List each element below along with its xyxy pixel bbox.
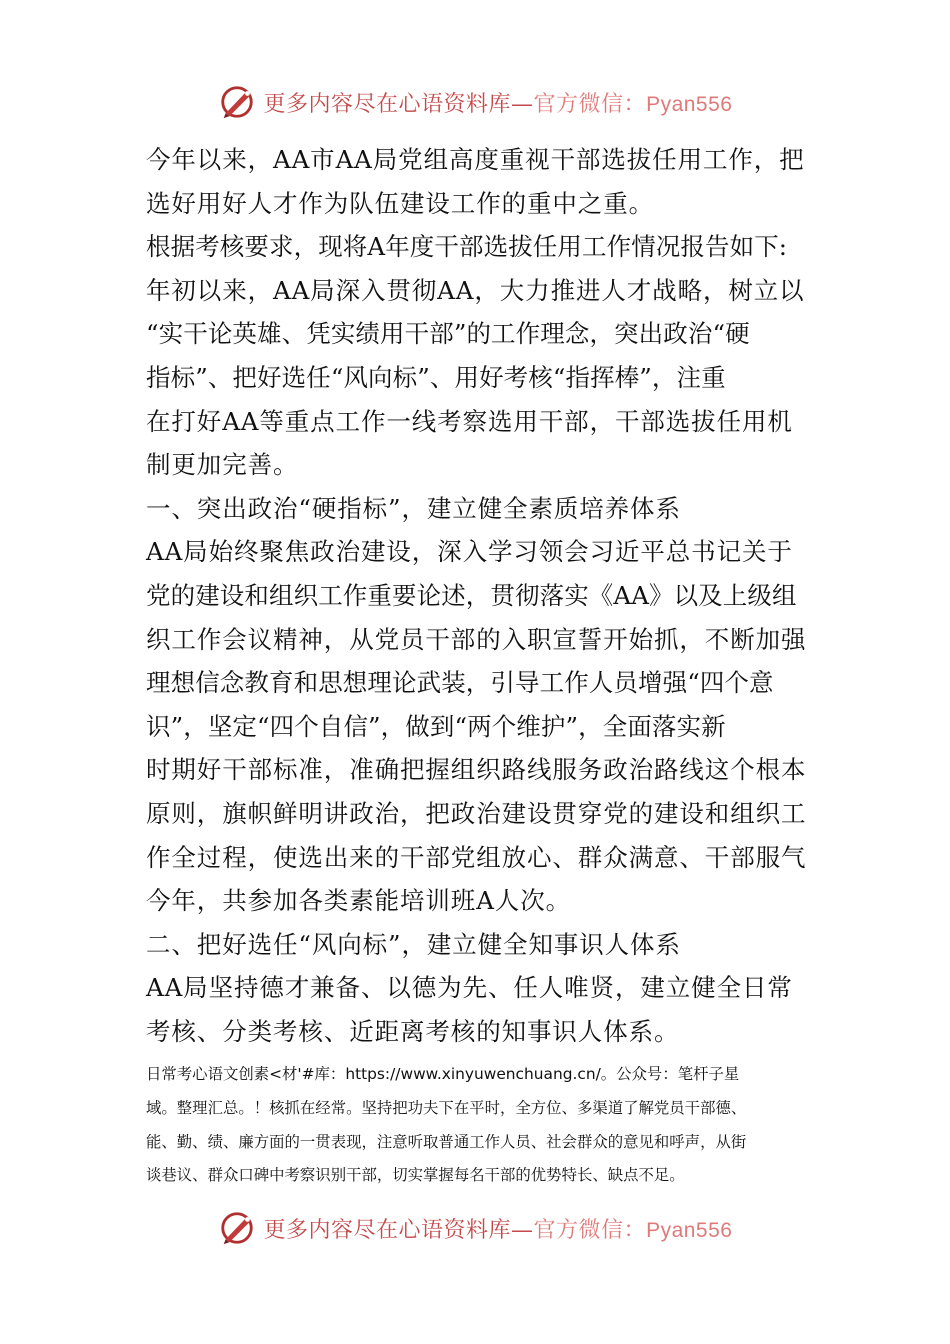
body-line: AA局始终聚焦政治建设，深入学习领会习近平总书记关于 — [146, 537, 793, 567]
body-line: 根据考核要求，现将A年度干部选拔任用工作情况报告如下: — [146, 232, 788, 262]
banner-main-text: 更多内容尽在心语资料库 — [263, 91, 512, 117]
body-line: 作全过程，使选出来的干部党组放心、群众满意、干部服气 — [146, 842, 807, 872]
banner-main-text: 更多内容尽在心语资料库 — [263, 1217, 512, 1243]
body-line: 识”，坚定“四个自信”，做到“两个维护”，全面落实新 — [146, 711, 726, 741]
body-line: 指标”、把好选任“风向标”、用好考核“指挥棒”，注重 — [146, 362, 726, 392]
banner-wechat-id: Pyan556 — [646, 1218, 733, 1242]
footer-banner — [0, 1206, 950, 1250]
body-line: 制更加完善。 — [146, 450, 299, 480]
small-line: 日常考心语文创素<材'#库：https://www.xinyuwenchuang.cn/。公众号：笔杆子星 — [146, 1065, 740, 1083]
pen-logo-icon — [218, 1209, 256, 1247]
small-line: 能、勤、绩、廉方面的一贯表现，注意听取普通工作人员、社会群众的意见和呼声，从街 — [146, 1132, 747, 1151]
banner-text — [264, 1213, 733, 1244]
body-line: 年初以来，AA局深入贯彻AA，大力推进人才战略，树立以 — [146, 275, 805, 305]
header-banner — [0, 80, 950, 124]
body-line: 时期好干部标准，准确把握组织路线服务政治路线这个根本 — [146, 755, 807, 785]
body-line: AA局坚持德才兼备、以德为先、任人唯贤，建立健全日常 — [146, 973, 793, 1003]
body-line: 党的建设和组织工作重要论述，贯彻落实《AA》以及上级组 — [146, 580, 797, 610]
watermark-paragraph — [146, 1058, 826, 1193]
section-heading: 一、突出政治“硬指标”，建立健全素质培养体系 — [146, 493, 681, 523]
banner-dash: — — [511, 91, 534, 117]
body-line: “实干论英雄、凭实绩用干部”的工作理念，突出政治“硬 — [146, 319, 750, 349]
banner-wechat-label: 官方微信： — [533, 1217, 647, 1243]
pen-logo-icon — [218, 83, 256, 121]
body-line: 在打好AA等重点工作一线考察选用干部，干部选拔任用机 — [146, 406, 793, 436]
section-heading: 二、把好选任“风向标”，建立健全知事识人体系 — [146, 929, 681, 959]
document-body — [146, 138, 816, 1053]
body-line: 理想信念教育和思想理论武装，引导工作人员增强“四个意 — [146, 668, 774, 698]
small-line: 域。整理汇总。！核抓在经常。坚持把功夫下在平时，全方位、多渠道了解党员干部德、 — [146, 1098, 747, 1117]
body-line: 选好用好人才作为队伍建设工作的重中之重。 — [146, 188, 654, 218]
small-line: 谈巷议、群众口碑中考察识别干部，切实掌握每名干部的优势特长、缺点不足。 — [146, 1166, 685, 1185]
body-line: 今年，共参加各类素能培训班A人次。 — [146, 886, 571, 916]
body-line: 今年以来，AA市AA局党组高度重视干部选拔任用工作，把 — [146, 145, 805, 174]
banner-dash: — — [511, 1217, 534, 1243]
body-line: 考核、分类考核、近距离考核的知事识人体系。 — [146, 1016, 680, 1046]
banner-wechat-label: 官方微信： — [533, 91, 647, 117]
banner-text — [264, 87, 733, 118]
banner-wechat-id: Pyan556 — [646, 92, 733, 116]
body-line: 织工作会议精神，从党员干部的入职宣誓开始抓，不断加强 — [146, 624, 807, 654]
body-line: 原则，旗帜鲜明讲政治，把政治建设贯穿党的建设和组织工 — [146, 798, 807, 828]
